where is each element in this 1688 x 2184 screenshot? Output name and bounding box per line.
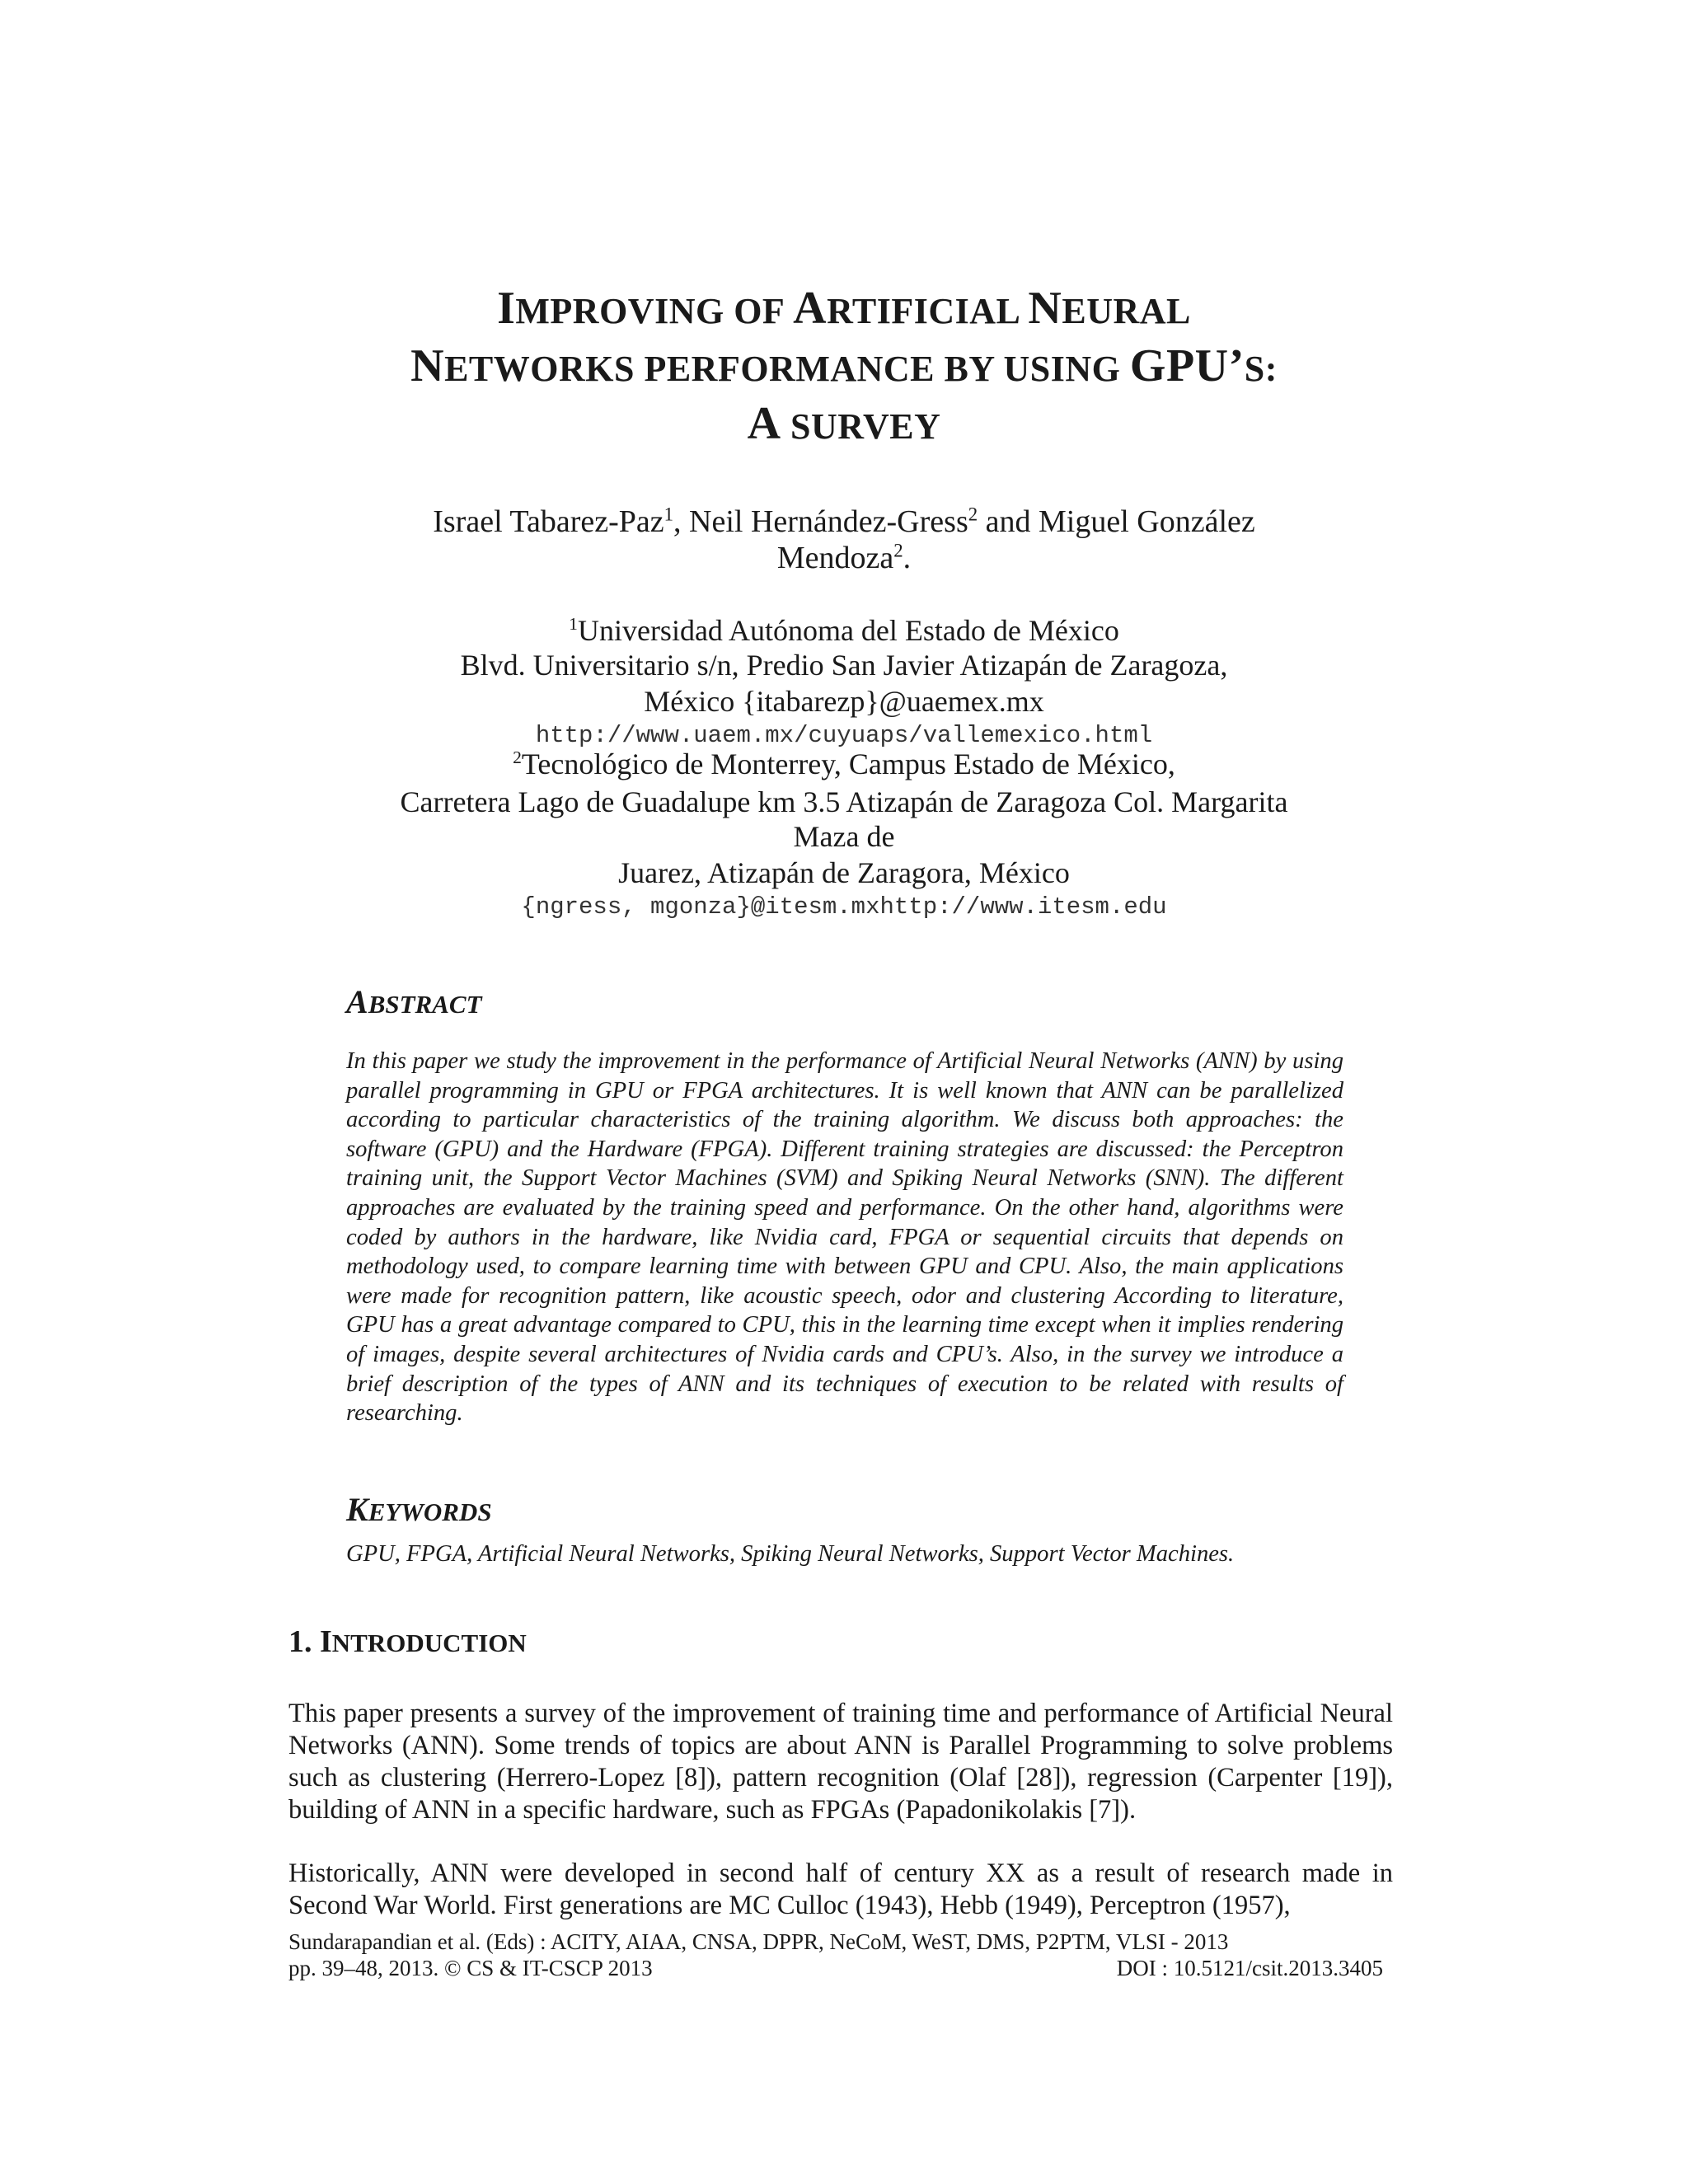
affiliation-1-url: http://www.uaem.mx/cuyuaps/vallemexico.html	[535, 722, 1153, 749]
affiliation-2-address: Carretera Lago de Guadalupe km 3.5 Atizapán de Zaragoza Col. Margarita	[400, 785, 1288, 818]
paper-title-line-2	[0, 340, 1688, 392]
introduction-paragraph-1: This paper presents a survey of the improvement of training time and performance of Artificial Neural Networks (ANN). Some trends of topics are about ANN is Parallel Programming to solve problems such as clustering (Herrero-Lopez [8]), pattern recognition (Olaf [28]), regression (Carpenter [19]), building of ANN in a specific hardware, such as FPGAs (Papadonikolakis [7]).	[288, 1699, 1393, 1825]
affiliation-superscript: 1	[569, 614, 578, 634]
abstract-heading	[346, 982, 482, 1021]
title-initial: N	[410, 340, 445, 391]
heading-initial: I	[320, 1624, 332, 1659]
affiliation-superscript: 1	[663, 504, 674, 525]
footer-pages-doi	[288, 1955, 1393, 1981]
author-name: Israel Tabarez-Paz	[433, 504, 664, 539]
title-initial: I	[497, 283, 516, 334]
introduction-heading	[288, 1624, 527, 1660]
page-footer	[288, 1929, 1393, 1981]
title-initial: A	[747, 398, 781, 449]
affiliation-2-institution	[0, 747, 1688, 781]
author-name: and Miguel González	[978, 504, 1255, 539]
heading-text: BSTRACT	[368, 990, 482, 1019]
footer-pages: pp. 39–48, 2013. © CS & IT-CSCP 2013	[288, 1956, 653, 1980]
title-text: EURAL	[1062, 291, 1191, 331]
section-number: 1.	[288, 1624, 320, 1659]
title-text: ETWORKS PERFORMANCE BY USING	[444, 349, 1130, 389]
title-initial: N	[1028, 283, 1062, 334]
heading-text: EYWORDS	[368, 1497, 492, 1526]
paper-title-line-1	[0, 282, 1688, 335]
affiliation-2-contact: {ngress, mgonza}@itesm.mxhttp://www.itesm.edu	[521, 893, 1167, 921]
affiliation-1-email: México {itabarezp}@uaemex.mx	[644, 685, 1044, 718]
affiliation-2-city: Juarez, Atizapán de Zaragora, México	[618, 856, 1070, 889]
author-line-2	[0, 541, 1688, 575]
affiliation-text: Universidad Autónoma del Estado de México	[577, 614, 1119, 647]
affiliation-1-address: Blvd. Universitario s/n, Predio San Javier Atizapán de Zaragoza,	[460, 649, 1228, 682]
title-text: MPROVING OF	[515, 291, 794, 331]
affiliation-text: Tecnológico de Monterrey, Campus Estado de México,	[521, 748, 1175, 780]
affiliation-superscript: 2	[893, 540, 903, 561]
introduction-paragraph-2: Historically, ANN were developed in second half of century XX as a result of research made in Second War World. First generations are MC Culloc (1943), Hebb (1949), Perceptron (1957),	[288, 1858, 1393, 1920]
affiliation-superscript: 2	[513, 748, 522, 767]
keywords-list: GPU, FPGA, Artificial Neural Networks, Spiking Neural Networks, Support Vector Machines.	[346, 1541, 1235, 1567]
title-initial: A	[793, 283, 828, 334]
footer-proceedings	[288, 1929, 1393, 1955]
footer-citation: Sundarapandian et al. (Eds) : ACITY, AIAA, CNSA, DPPR, NeCoM, WeST, DMS, P2PTM, VLSI - 2013	[288, 1929, 1229, 1954]
title-text: S:	[1244, 349, 1278, 389]
author-punctuation: .	[903, 541, 912, 575]
affiliation-superscript: 2	[968, 504, 978, 525]
author-line-1	[0, 504, 1688, 539]
heading-text: NTRODUCTION	[331, 1629, 527, 1657]
keywords-heading	[346, 1490, 492, 1529]
heading-initial: K	[346, 1491, 368, 1528]
paper-title-line-3	[0, 397, 1688, 450]
affiliation-1-institution	[0, 613, 1688, 648]
footer-doi: DOI : 10.5121/csit.2013.3405	[1116, 1956, 1383, 1980]
title-initial: GPU’	[1129, 340, 1245, 391]
heading-initial: A	[346, 983, 368, 1020]
author-name: , Neil Hernández-Gress	[673, 504, 968, 539]
author-name: Mendoza	[776, 541, 894, 575]
abstract-body: In this paper we study the improvement in the performance of Artificial Neural Networks (ANN) by using parallel programming in GPU or FPGA architectures. It is well known that ANN can be parallelized according to particular characteristics of the training algorithm. We discuss both approaches: the software (GPU) and the Hardware (FPGA). Different training strategies are discussed: the Perceptron training unit, the Support Vector Machines (SVM) and Spiking Neural Networks (SNN). The different approaches are evaluated by the training speed and performance. On the other hand, algorithms were coded by authors in the hardware, like Nvidia card, FPGA or sequential circuits that depends on methodology used, to compare learning time with between GPU and CPU. Also, the main applications were made for recognition pattern, like acoustic speech, odor and clustering According to literature, GPU has a great advantage compared to CPU, this in the learning time except when it implies rendering of images, despite several architectures of Nvidia cards and CPU’s. Also, in the survey we introduce a brief description of the types of ANN and its techniques of execution to be related with results of researching.	[346, 1048, 1343, 1427]
affiliation-2-address-cont: Maza de	[793, 820, 895, 853]
title-text: RTIFICIAL	[827, 291, 1029, 331]
title-text: SURVEY	[781, 406, 941, 447]
